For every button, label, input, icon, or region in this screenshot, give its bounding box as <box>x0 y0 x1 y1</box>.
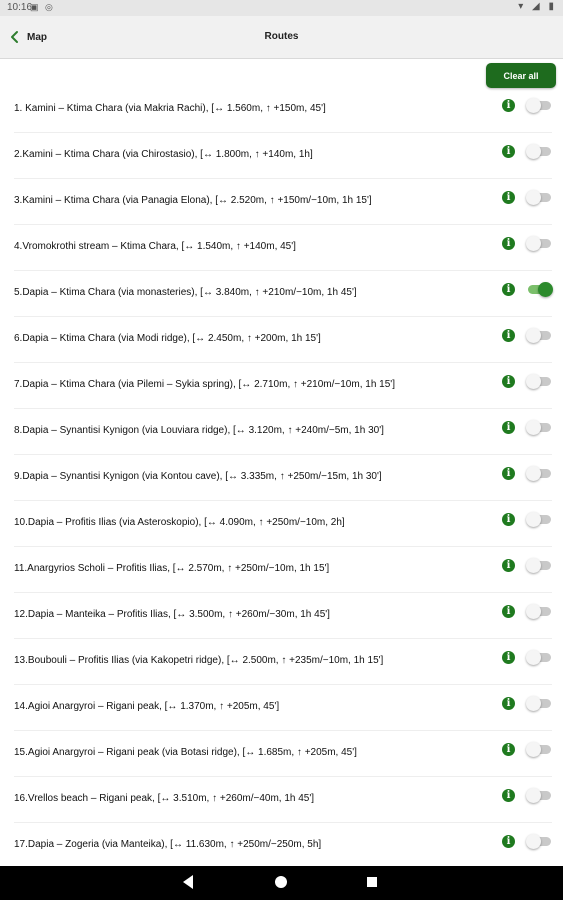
toggle-knob <box>526 696 541 711</box>
toggle-knob <box>526 512 541 527</box>
route-toggle[interactable] <box>528 423 551 432</box>
route-row <box>14 639 552 685</box>
route-toggle[interactable] <box>528 101 551 110</box>
info-icon[interactable]: i <box>502 421 515 434</box>
route-row <box>14 271 552 317</box>
notification-icons: ▣ ◎ <box>30 2 55 12</box>
route-toggle[interactable] <box>528 377 551 386</box>
status-bar <box>0 0 563 16</box>
route-toggle[interactable] <box>528 561 551 570</box>
route-row <box>14 501 552 547</box>
toggle-knob <box>538 282 553 297</box>
route-toggle[interactable] <box>528 239 551 248</box>
info-icon[interactable]: i <box>502 191 515 204</box>
info-icon[interactable]: i <box>502 99 515 112</box>
info-icon[interactable]: i <box>502 513 515 526</box>
info-icon[interactable]: i <box>502 835 515 848</box>
route-row <box>14 547 552 593</box>
route-label: 14.Agioi Anargyroi – Rigani peak, [↔ 1.370m, ↑ +205m, 45'] <box>14 701 280 712</box>
route-label: 4.Vromokrothi stream – Ktima Chara, [↔ 1.540m, ↑ +140m, 45'] <box>14 241 296 252</box>
toggle-knob <box>526 558 541 573</box>
route-row <box>14 731 552 777</box>
toggle-knob <box>526 236 541 251</box>
nav-back-icon[interactable] <box>183 875 193 889</box>
toggle-knob <box>526 420 541 435</box>
route-label: 6.Dapia – Ktima Chara (via Modi ridge), [↔ 2.450m, ↑ +200m, 1h 15'] <box>14 333 321 344</box>
toggle-knob <box>526 834 541 849</box>
toggle-knob <box>526 788 541 803</box>
route-row <box>14 133 552 179</box>
back-label: Map <box>27 31 47 43</box>
route-row <box>14 685 552 731</box>
info-icon[interactable]: i <box>502 467 515 480</box>
toggle-knob <box>526 144 541 159</box>
app-bar <box>0 16 563 59</box>
route-row <box>14 823 552 869</box>
route-label: 5.Dapia – Ktima Chara (via monasteries), [↔ 3.840m, ↑ +210m/−10m, 1h 45'] <box>14 287 357 298</box>
route-label: 3.Kamini – Ktima Chara (via Panagia Elona), [↔ 2.520m, ↑ +150m/−10m, 1h 15'] <box>14 195 372 206</box>
route-label: 16.Vrellos beach – Rigani peak, [↔ 3.510m, ↑ +260m/−40m, 1h 45'] <box>14 793 315 804</box>
route-toggle[interactable] <box>528 285 551 294</box>
route-label: 1. Kamini – Ktima Chara (via Makria Rachi), [↔ 1.560m, ↑ +150m, 45'] <box>14 103 326 114</box>
info-icon[interactable]: i <box>502 329 515 342</box>
toggle-knob <box>526 604 541 619</box>
route-row <box>14 363 552 409</box>
info-icon[interactable]: i <box>502 375 515 388</box>
route-toggle[interactable] <box>528 147 551 156</box>
route-toggle[interactable] <box>528 515 551 524</box>
route-toggle[interactable] <box>528 699 551 708</box>
nav-recents-icon[interactable] <box>367 877 377 887</box>
info-icon[interactable]: i <box>502 743 515 756</box>
route-label: 7.Dapia – Ktima Chara (via Pilemi – Sykia spring), [↔ 2.710m, ↑ +210m/−10m, 1h 15'] <box>14 379 395 390</box>
info-icon[interactable]: i <box>502 651 515 664</box>
info-icon[interactable]: i <box>502 559 515 572</box>
route-row <box>14 87 552 133</box>
toggle-knob <box>526 650 541 665</box>
route-row <box>14 179 552 225</box>
route-toggle[interactable] <box>528 653 551 662</box>
route-toggle[interactable] <box>528 469 551 478</box>
route-label: 2.Kamini – Ktima Chara (via Chirostasio), [↔ 1.800m, ↑ +140m, 1h] <box>14 149 313 160</box>
toggle-knob <box>526 466 541 481</box>
clear-all-button[interactable]: Clear all <box>486 63 556 88</box>
route-label: 8.Dapia – Synantisi Kynigon (via Louviara ridge), [↔ 3.120m, ↑ +240m/−5m, 1h 30'] <box>14 425 384 436</box>
route-label: 13.Boubouli – Profitis Ilias (via Kakopetri ridge), [↔ 2.500m, ↑ +235m/−10m, 1h 15'] <box>14 655 384 666</box>
route-row <box>14 409 552 455</box>
route-label: 17.Dapia – Zogeria (via Manteika), [↔ 11.630m, ↑ +250m/−250m, 5h] <box>14 839 322 850</box>
status-time: 10:16 <box>7 2 33 13</box>
route-toggle[interactable] <box>528 791 551 800</box>
route-row <box>14 317 552 363</box>
nav-home-icon[interactable] <box>275 876 287 888</box>
route-label: 15.Agioi Anargyroi – Rigani peak (via Botasi ridge), [↔ 1.685m, ↑ +205m, 45'] <box>14 747 357 758</box>
route-toggle[interactable] <box>528 193 551 202</box>
info-icon[interactable]: i <box>502 789 515 802</box>
route-row <box>14 593 552 639</box>
info-icon[interactable]: i <box>502 697 515 710</box>
route-label: 11.Anargyrios Scholi – Profitis Ilias, [↔ 2.570m, ↑ +250m/−10m, 1h 15'] <box>14 563 330 574</box>
toggle-knob <box>526 328 541 343</box>
route-toggle[interactable] <box>528 331 551 340</box>
info-icon[interactable]: i <box>502 237 515 250</box>
route-toggle[interactable] <box>528 837 551 846</box>
route-label: 9.Dapia – Synantisi Kynigon (via Kontou cave), [↔ 3.335m, ↑ +250m/−15m, 1h 30'] <box>14 471 382 482</box>
route-label: 10.Dapia – Profitis Ilias (via Asteroskopio), [↔ 4.090m, ↑ +250m/−10m, 2h] <box>14 517 345 528</box>
page-title: Routes <box>264 31 299 42</box>
toggle-knob <box>526 374 541 389</box>
route-row <box>14 777 552 823</box>
route-row <box>14 225 552 271</box>
route-row <box>14 455 552 501</box>
route-label: 12.Dapia – Manteika – Profitis Ilias, [↔ 3.500m, ↑ +260m/−30m, 1h 45'] <box>14 609 330 620</box>
route-toggle[interactable] <box>528 607 551 616</box>
toggle-knob <box>526 98 541 113</box>
system-status-icons: ▾ ◢ ▮ <box>518 1 557 12</box>
system-nav-bar <box>0 866 563 900</box>
toggle-knob <box>526 742 541 757</box>
info-icon[interactable]: i <box>502 605 515 618</box>
route-toggle[interactable] <box>528 745 551 754</box>
info-icon[interactable]: i <box>502 283 515 296</box>
toggle-knob <box>526 190 541 205</box>
info-icon[interactable]: i <box>502 145 515 158</box>
routes-list <box>0 87 563 869</box>
